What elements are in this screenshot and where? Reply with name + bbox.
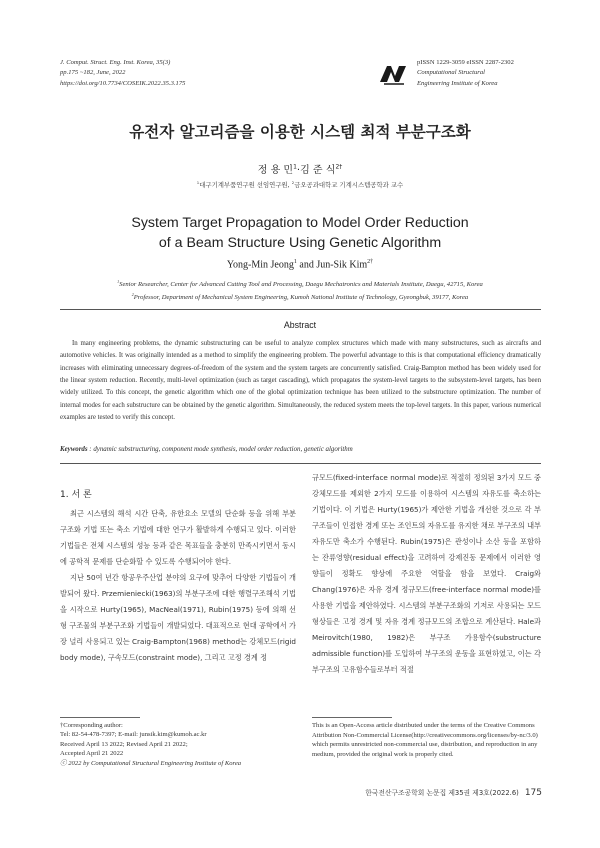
author-marker: 2† [335, 163, 343, 171]
paragraph: 최근 시스템의 해석 시간 단축, 유한요소 모델의 단순화 등을 위해 부분구조화 기법 또는 축소 기법에 대한 연구가 활발하게 수행되고 있다. 이러한 기법들은 전체 시스템의 성능 등과 같은 목표들을 충분히 만족시키면서 동시에 공학적 문제를 단순화할 수 있도록 수행되어야 한다. [60, 509, 296, 566]
author-name: Jun-Sik Kim [316, 259, 368, 271]
keywords-label: Keywords [60, 446, 88, 453]
citation-line: pp.175 ~182, June, 2022 [60, 69, 126, 77]
author-conjunction: and [296, 259, 317, 271]
citation-line: J. Comput. Struct. Eng. Inst. Korea, 35(3) [60, 59, 171, 66]
affiliation-line [0, 277, 600, 290]
divider [60, 463, 541, 464]
affil-text: 금오공과대학교 기계시스템공학과 교수 [294, 181, 404, 190]
body-column-left [60, 506, 296, 666]
affil-marker: 1 [196, 180, 200, 185]
abstract-heading: Abstract [283, 320, 317, 330]
footnote-line: †Corresponding author: [60, 722, 123, 729]
author-name: 정 용 민 [257, 165, 294, 176]
affil-marker: 1 [117, 279, 120, 284]
title-line: of a Beam Structure Using Genetic Algorithm [158, 235, 442, 251]
journal-citation-header [60, 58, 185, 89]
corresponding-author-footnote [60, 721, 300, 768]
footnote-line: Tel: 82-54-478-7397; E-mail: junsik.kim@kumoh.ac.kr [60, 731, 207, 739]
paragraph: 규모드(fixed-interface normal mode)로 적절히 정의된 3가지 모드 중 강체모드를 제외한 2가지 모드를 이용하여 시스템의 자유도를 축소하는 기법이다. 이 기법은 Hurty(1965)가 제안한 기법을 개선한 것으로 각 부구조들이 인접한 경계 또는 조인트의 자유도를 유지한 채로 부구조의 내부 자유도만 축소가 수행된다. Rubin(1975)은 관성이나 소산 등을 포함하는 잔류영향(residual effect)을 고려하여 강제진동 문제에서 이러한 영향들이 정확도 향상에 주요한 역할을 함을 보였다. Craig와 Chang(1976)은 자유 경계 정규모드(free-interface normal mode)를 사용한 기법을 제안하였다. 시스템의 부분구조화의 기저로 사용되는 모드 형상들은 고정 경계 및 자유 경계 정규모드의 조합으로 계산된다. Hale과 Meirovitch(1980, 1982)은 부구조 가용함수(substructure admissible function)를 도입하여 부구조의 운동을 표현하였고, 이는 각 부구조의 고유함수들로부터 적절 [312, 473, 541, 674]
society-line: Engineering Institute of Korea [417, 79, 498, 87]
paper-title-english [0, 213, 600, 253]
doi-link[interactable]: https://doi.org/10.7734/COSEIK.2022.35.3.175 [60, 79, 186, 87]
affiliations-english [0, 277, 600, 303]
affil-text: 대구기계부품연구원 선임연구원, [199, 181, 292, 190]
license-notice: This is an Open-Access article distributed under the terms of the Creative Commons Attribution Non-Commercial License(http://creativecommons.org/licenses/by-nc/3.0) which permits unrestricted non-commercial use, distribution, and reproduction in any medium, provided the original work is properly cited. [312, 722, 538, 759]
author-name: Yong-Min Jeong [226, 259, 294, 271]
author-name: 김 준 식 [300, 165, 336, 176]
affiliation-line [0, 290, 600, 303]
journal-footer: 한국전산구조공학회 논문집 제35권 제3호(2022.6) [365, 789, 519, 797]
title-line: System Target Propagation to Model Order Reduction [131, 215, 469, 231]
society-line: Computational Structural [417, 69, 485, 77]
affil-marker: 2 [291, 180, 295, 185]
affiliations-korean [0, 180, 600, 189]
affil-marker: 2 [131, 292, 134, 298]
affil-text: Professor, Department of Mechanical System Engineering, Kumoh National Institute of Technology, Gyeongbuk, 39177, Korea [133, 294, 469, 302]
body-column-right [312, 470, 541, 678]
footnote-line: ⓒ 2022 by Computational Structural Engineering Institute of Korea [60, 759, 242, 767]
divider [60, 309, 541, 310]
author-separator: · [296, 165, 301, 176]
section-heading: 1. 서 론 [60, 490, 92, 500]
issn-header [417, 58, 514, 89]
author-marker: 1 [293, 163, 297, 171]
paper-title-korean: 유전자 알고리즘을 이용한 시스템 최적 부분구조화 [129, 123, 471, 141]
page-number: 175 [524, 788, 542, 798]
footnote-divider [312, 717, 392, 718]
footnote-line: Accepted April 21 2022 [60, 750, 124, 758]
footnote-line: Received April 13 2022; Revised April 21 2022; [60, 740, 188, 748]
keywords-list: dynamic substructuring, component mode synthesis, model order reduction, genetic algorithm [93, 446, 353, 453]
author-marker: 1 [293, 259, 297, 265]
affil-text: Senior Researcher, Center for Advanced Cutting Tool and Processing, Daegu Mechatronics and Materials Institute, Daegu, 42715, Korea [119, 281, 483, 289]
paragraph: 지난 50여 년간 항공우주산업 분야의 요구에 맞추어 다양한 기법들이 개발되어 왔다. Przemieniecki(1963)의 부분구조에 대한 행렬구조해석 기법을 시작으로 Hurty(1965), MacNeal(1971), Rubin(1975) 등에 의해 선형 구조물의 부분구조화 기법들이 개발되었다. 대표적으로 현대 공학에서 가장 널리 사용되고 있는 Craig-Bampton(1968) method는 강체모드(rigid body mode), 구속모드(constraint mode), 그리고 고정 경계 정 [60, 573, 296, 662]
issn-line: pISSN 1229-3059 eISSN 2287-2302 [417, 59, 514, 66]
abstract-body: In many engineering problems, the dynamic substructuring can be useful to analyze complex structures which made with many substructures, such as aircrafts and automotive vehicles. It was originally intended as a method to simplify the engineering problem. The powerful advantage to this is that computational efficiency dramatically increases with eliminating unnecessary degrees-of-freedom of the system and the system targets are concurrently satisfied. Craig-Bampton method has been widely used for the linear system reduction. Recently, multi-level optimization (such as target cascading), which propagates the system-level targets to the subsystem-level targets, has been widely utilized. To this concept, the genetic algorithm which one of the global optimization technique has been utilized to the substructure optimization. The number of internal modes for each substructure can be obtained by the genetic algorithm. Simultaneously, the reduced system meets the top-level targets. In this paper, various numerical examples are tested to verify this concept. [60, 340, 541, 422]
author-marker: 2† [367, 259, 374, 265]
authors-english [0, 259, 600, 270]
page-footer [330, 787, 542, 798]
keywords-separator: : [87, 446, 94, 453]
footnote-divider [60, 717, 140, 718]
keywords [60, 446, 541, 453]
coseik-logo-icon [378, 62, 408, 86]
authors-korean [0, 161, 600, 176]
